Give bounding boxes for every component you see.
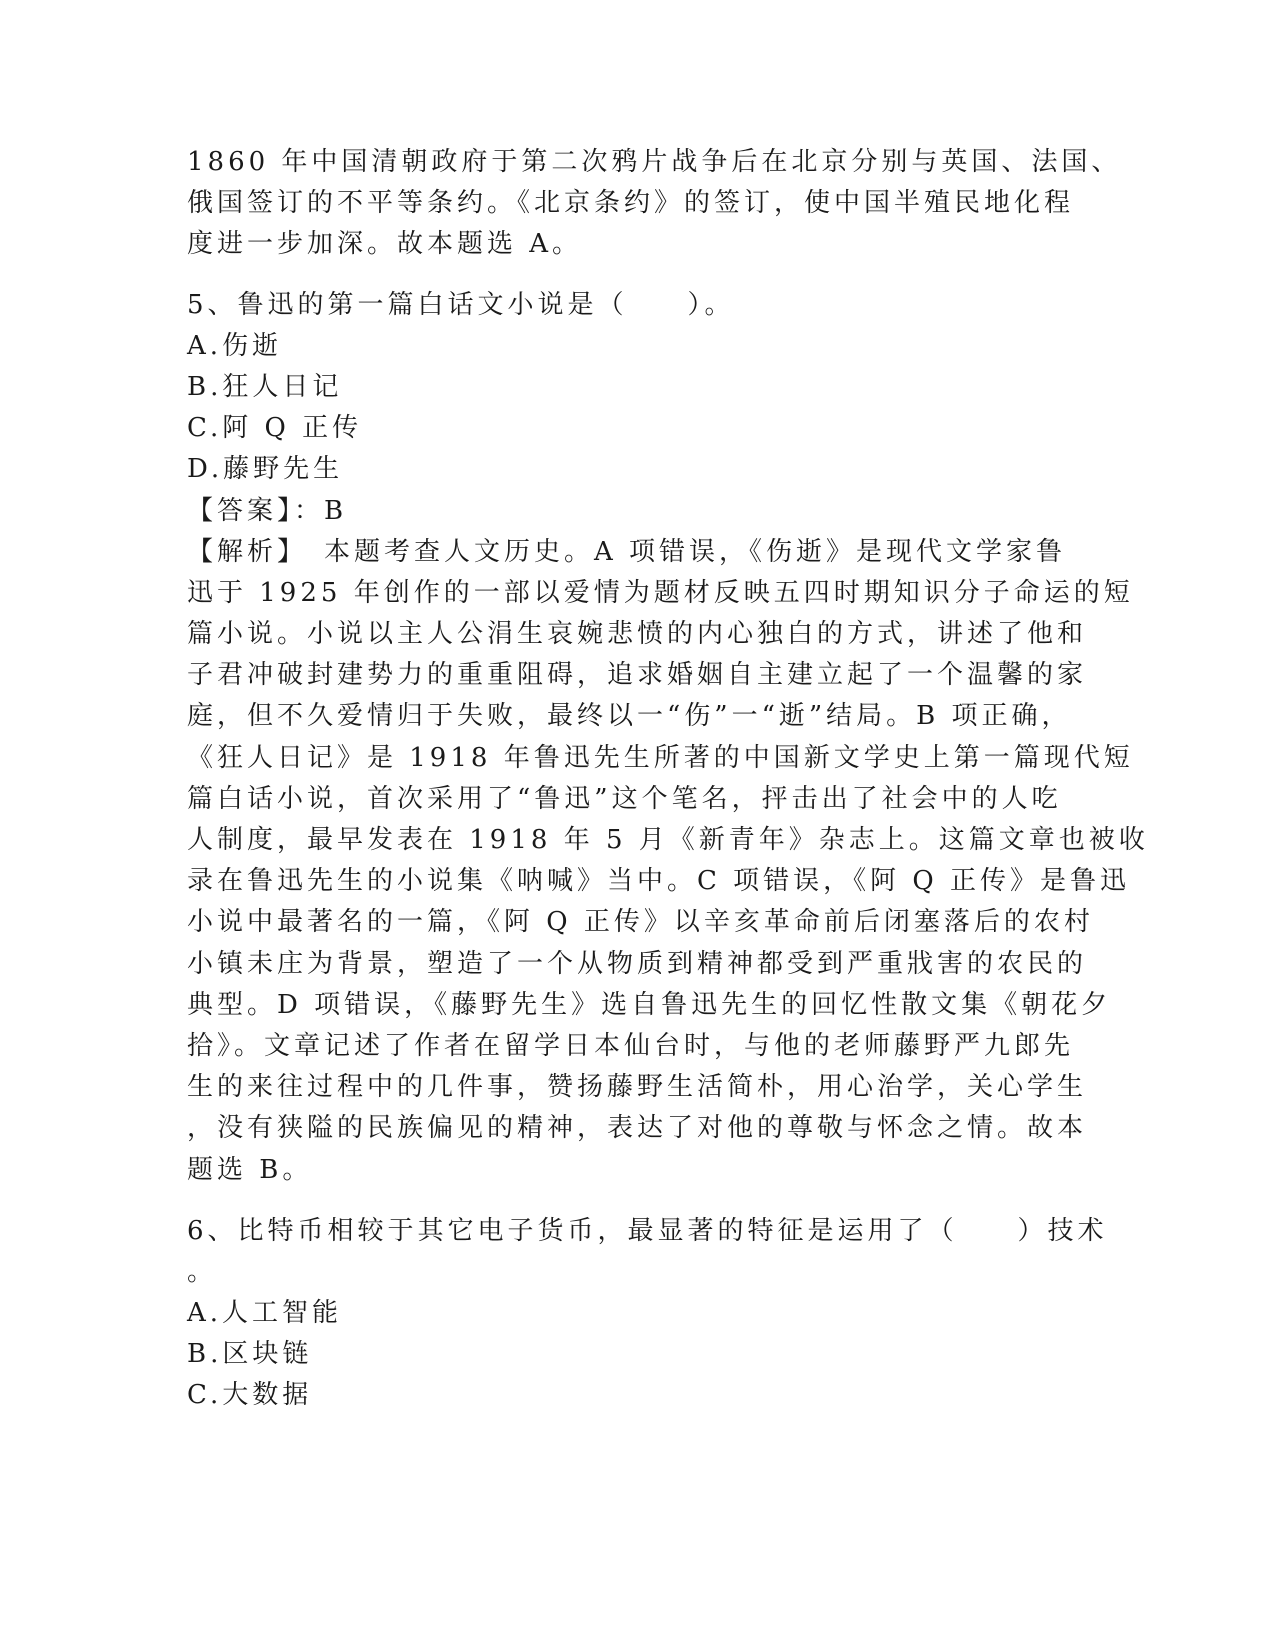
answer-line: 【答案】：B <box>187 496 348 526</box>
analysis-line: 篇白话小说，首次采用了“鲁迅”这个笔名，抨击出了社会中的人吃 <box>187 784 1062 814</box>
option-b: B.区块链 <box>187 1339 313 1369</box>
question-6-stem: 6、比特币相较于其它电子货币，最显著的特征是运用了（ ）技术 <box>187 1216 1108 1246</box>
analysis-line: 小说中最著名的一篇，《阿 Q 正传》以辛亥革命前后闭塞落后的农村 <box>187 907 1094 937</box>
text-line: 俄国签订的不平等条约。《北京条约》的签订，使中国半殖民地化程 <box>187 188 1075 218</box>
option-c: C.阿 Q 正传 <box>187 413 363 443</box>
analysis-line: 篇小说。小说以主人公涓生哀婉悲愤的内心独白的方式，讲述了他和 <box>187 619 1088 649</box>
text-line: 度进一步加深。故本题选 A。 <box>187 229 583 259</box>
analysis-line: 迅于 1925 年创作的一部以爱情为题材反映五四时期知识分子命运的短 <box>187 578 1134 608</box>
analysis-line: 《狂人日记》是 1918 年鲁迅先生所著的中国新文学史上第一篇现代短 <box>187 743 1134 773</box>
question-6-stem: 。 <box>187 1257 218 1287</box>
question-5-stem: 5、鲁迅的第一篇白话文小说是（ ）。 <box>187 290 735 320</box>
analysis-line: 题选 B。 <box>187 1155 313 1185</box>
analysis-line: ，没有狭隘的民族偏见的精神，表达了对他的尊敬与怀念之情。故本 <box>187 1113 1088 1143</box>
analysis-line: 录在鲁迅先生的小说集《呐喊》当中。C 项错误，《阿 Q 正传》是鲁迅 <box>187 866 1131 896</box>
analysis-line: 拾》。文章记述了作者在留学日本仙台时，与他的老师藤野严九郎先 <box>187 1031 1075 1061</box>
analysis-line: 人制度，最早发表在 1918 年 5 月《新青年》杂志上。这篇文章也被收 <box>187 825 1149 855</box>
text-line: 1860 年中国清朝政府于第二次鸦片战争后在北京分别与英国、法国、 <box>187 147 1122 177</box>
option-c: C.大数据 <box>187 1380 313 1410</box>
analysis-line: 典型。D 项错误，《藤野先生》选自鲁迅先生的回忆性散文集《朝花夕 <box>187 990 1112 1020</box>
option-a: A.人工智能 <box>187 1298 343 1328</box>
analysis-line: 子君冲破封建势力的重重阻碍，追求婚姻自主建立起了一个温馨的家 <box>187 660 1088 690</box>
option-b: B.狂人日记 <box>187 372 343 402</box>
analysis-line: 生的来往过程中的几件事，赞扬藤野生活简朴，用心治学，关心学生 <box>187 1072 1088 1102</box>
option-a: A.伤逝 <box>187 331 283 361</box>
option-d: D.藤野先生 <box>187 454 344 484</box>
analysis-line: 庭，但不久爱情归于失败，最终以一“伤”一“逝”结局。B 项正确， <box>187 701 1072 731</box>
analysis-line: 小镇未庄为背景，塑造了一个从物质到精神都受到严重戕害的农民的 <box>187 949 1088 979</box>
analysis-line: 【解析】 本题考查人文历史。A 项错误，《伤逝》是现代文学家鲁 <box>187 537 1067 567</box>
